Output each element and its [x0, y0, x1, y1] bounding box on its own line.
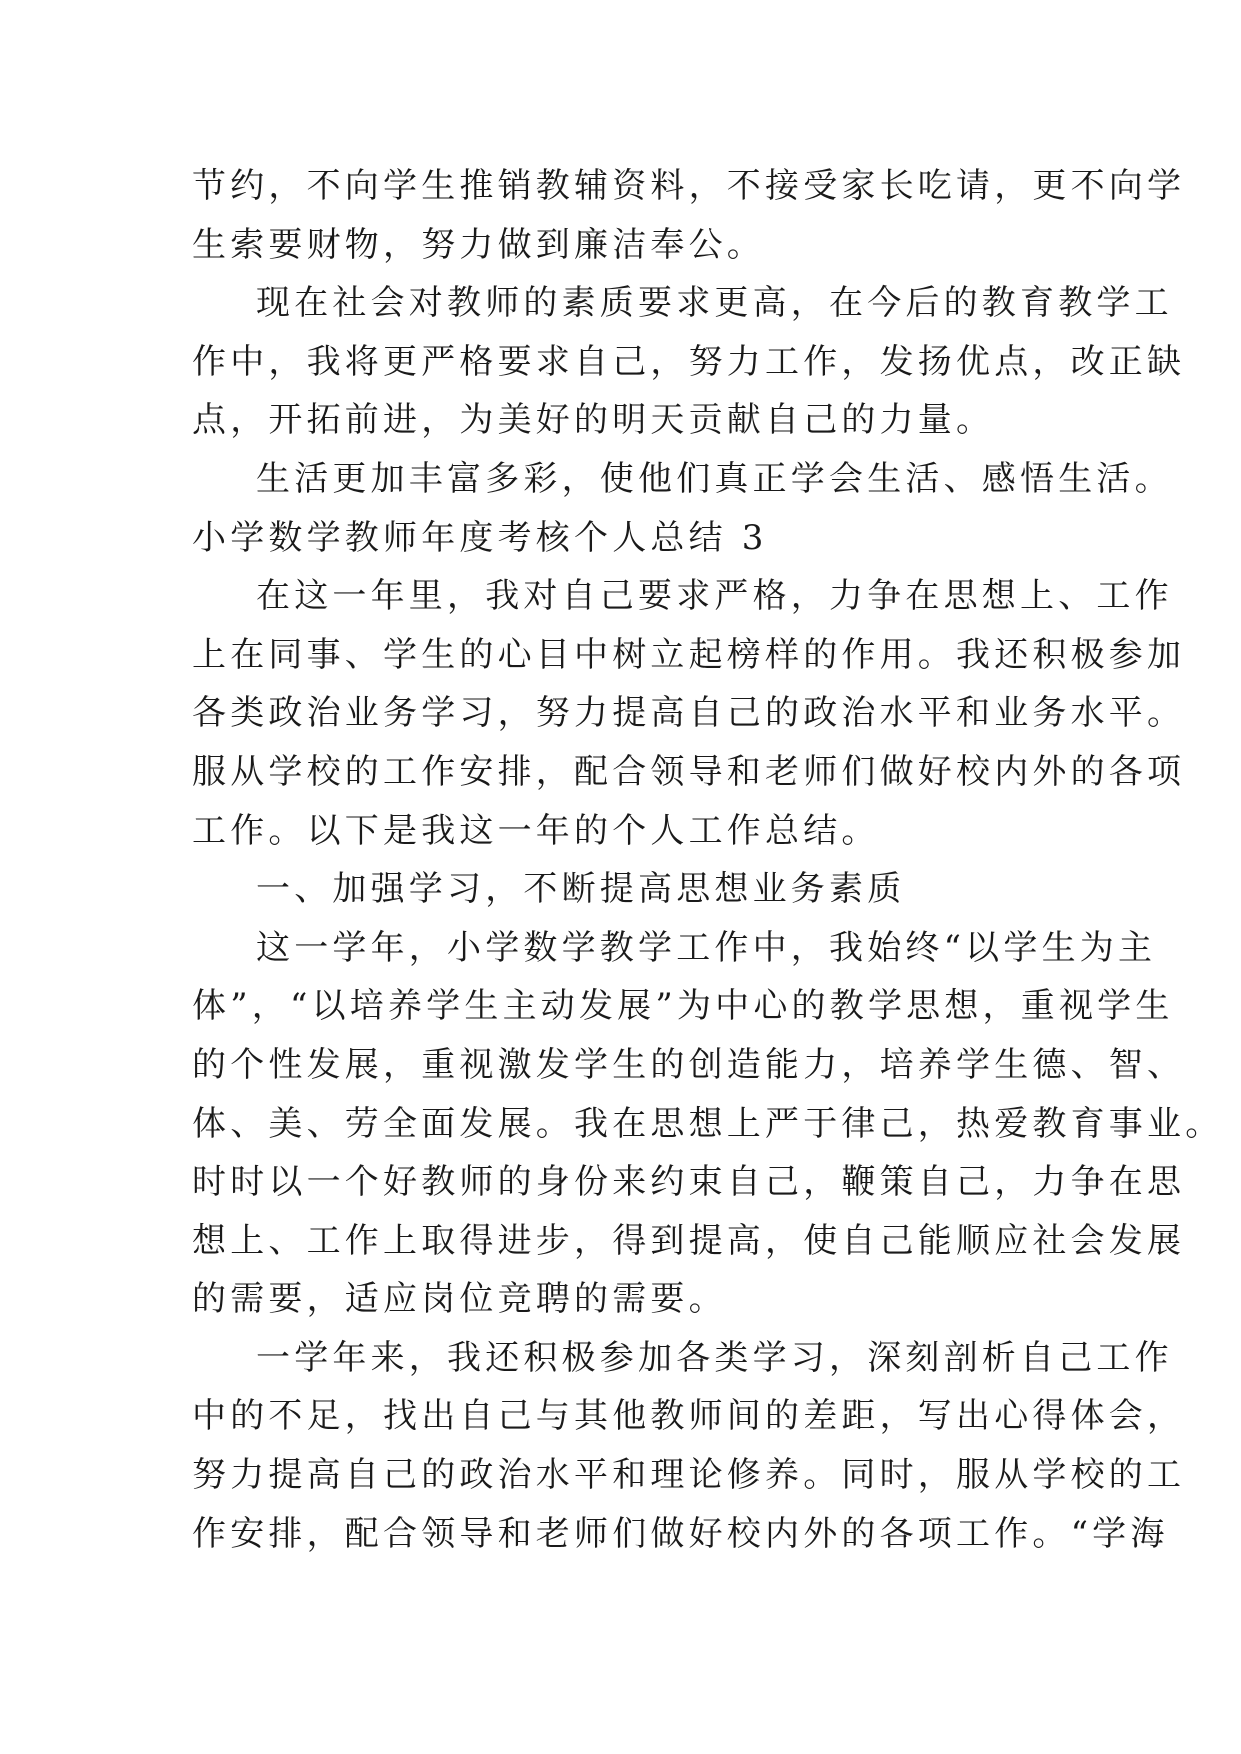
text-line-5: 点，开拓前进，为美好的明天贡献自己的力量。 [192, 400, 995, 441]
text-line-22: 中的不足，找出自己与其他教师间的差距，写出心得体会， [192, 1396, 1186, 1437]
subsection-heading: 一、加强学习，不断提高思想业务素质 [256, 869, 906, 910]
text-line-8: 在这一年里，我对自己要求严格，力争在思想上、工作 [256, 576, 1173, 617]
text-line-19: 想上、工作上取得进步，得到提高，使自己能顺应社会发展 [192, 1220, 1186, 1261]
text-line-12: 工作。以下是我这一年的个人工作总结。 [192, 810, 880, 851]
text-line-21: 一学年来，我还积极参加各类学习，深刻剖析自己工作 [256, 1337, 1173, 1378]
text-line-17: 体、美、劳全面发展。我在思想上严于律己，热爱教育事业。 [192, 1103, 1224, 1144]
text-line-6: 生活更加丰富多彩，使他们真正学会生活、感悟生活。 [256, 458, 1173, 499]
text-line-11: 服从学校的工作安排，配合领导和老师们做好校内外的各项 [192, 751, 1186, 792]
text-line-24: 作安排，配合领导和老师们做好校内外的各项工作。“学海 [192, 1513, 1169, 1554]
text-line-15: 体”，“以培养学生主动发展”为中心的教学思想，重视学生 [192, 986, 1174, 1027]
body-text [192, 157, 1224, 1563]
text-line-3: 现在社会对教师的素质要求更高，在今后的教育教学工 [256, 283, 1173, 324]
text-line-1: 节约，不向学生推销教辅资料，不接受家长吃请，更不向学 [192, 166, 1186, 206]
text-line-14: 这一学年，小学数学教学工作中，我始终“以学生为主 [256, 927, 1157, 968]
section-heading: 小学数学教师年度考核个人总结 3 [192, 517, 768, 558]
text-line-18: 时时以一个好教师的身份来约束自己，鞭策自己，力争在思 [192, 1162, 1186, 1203]
text-line-9: 上在同事、学生的心目中树立起榜样的作用。我还积极参加 [192, 634, 1186, 675]
text-line-23: 努力提高自己的政治水平和理论修养。同时，服从学校的工 [192, 1455, 1186, 1496]
text-line-10: 各类政治业务学习，努力提高自己的政治水平和业务水平。 [192, 693, 1186, 734]
text-line-20: 的需要，适应岗位竞聘的需要。 [192, 1279, 727, 1320]
text-line-16: 的个性发展，重视激发学生的创造能力，培养学生德、智、 [192, 1044, 1186, 1085]
text-line-2: 生索要财物，努力做到廉洁奉公。 [192, 224, 765, 265]
text-line-4: 作中，我将更严格要求自己，努力工作，发扬优点，改正缺 [192, 341, 1186, 382]
